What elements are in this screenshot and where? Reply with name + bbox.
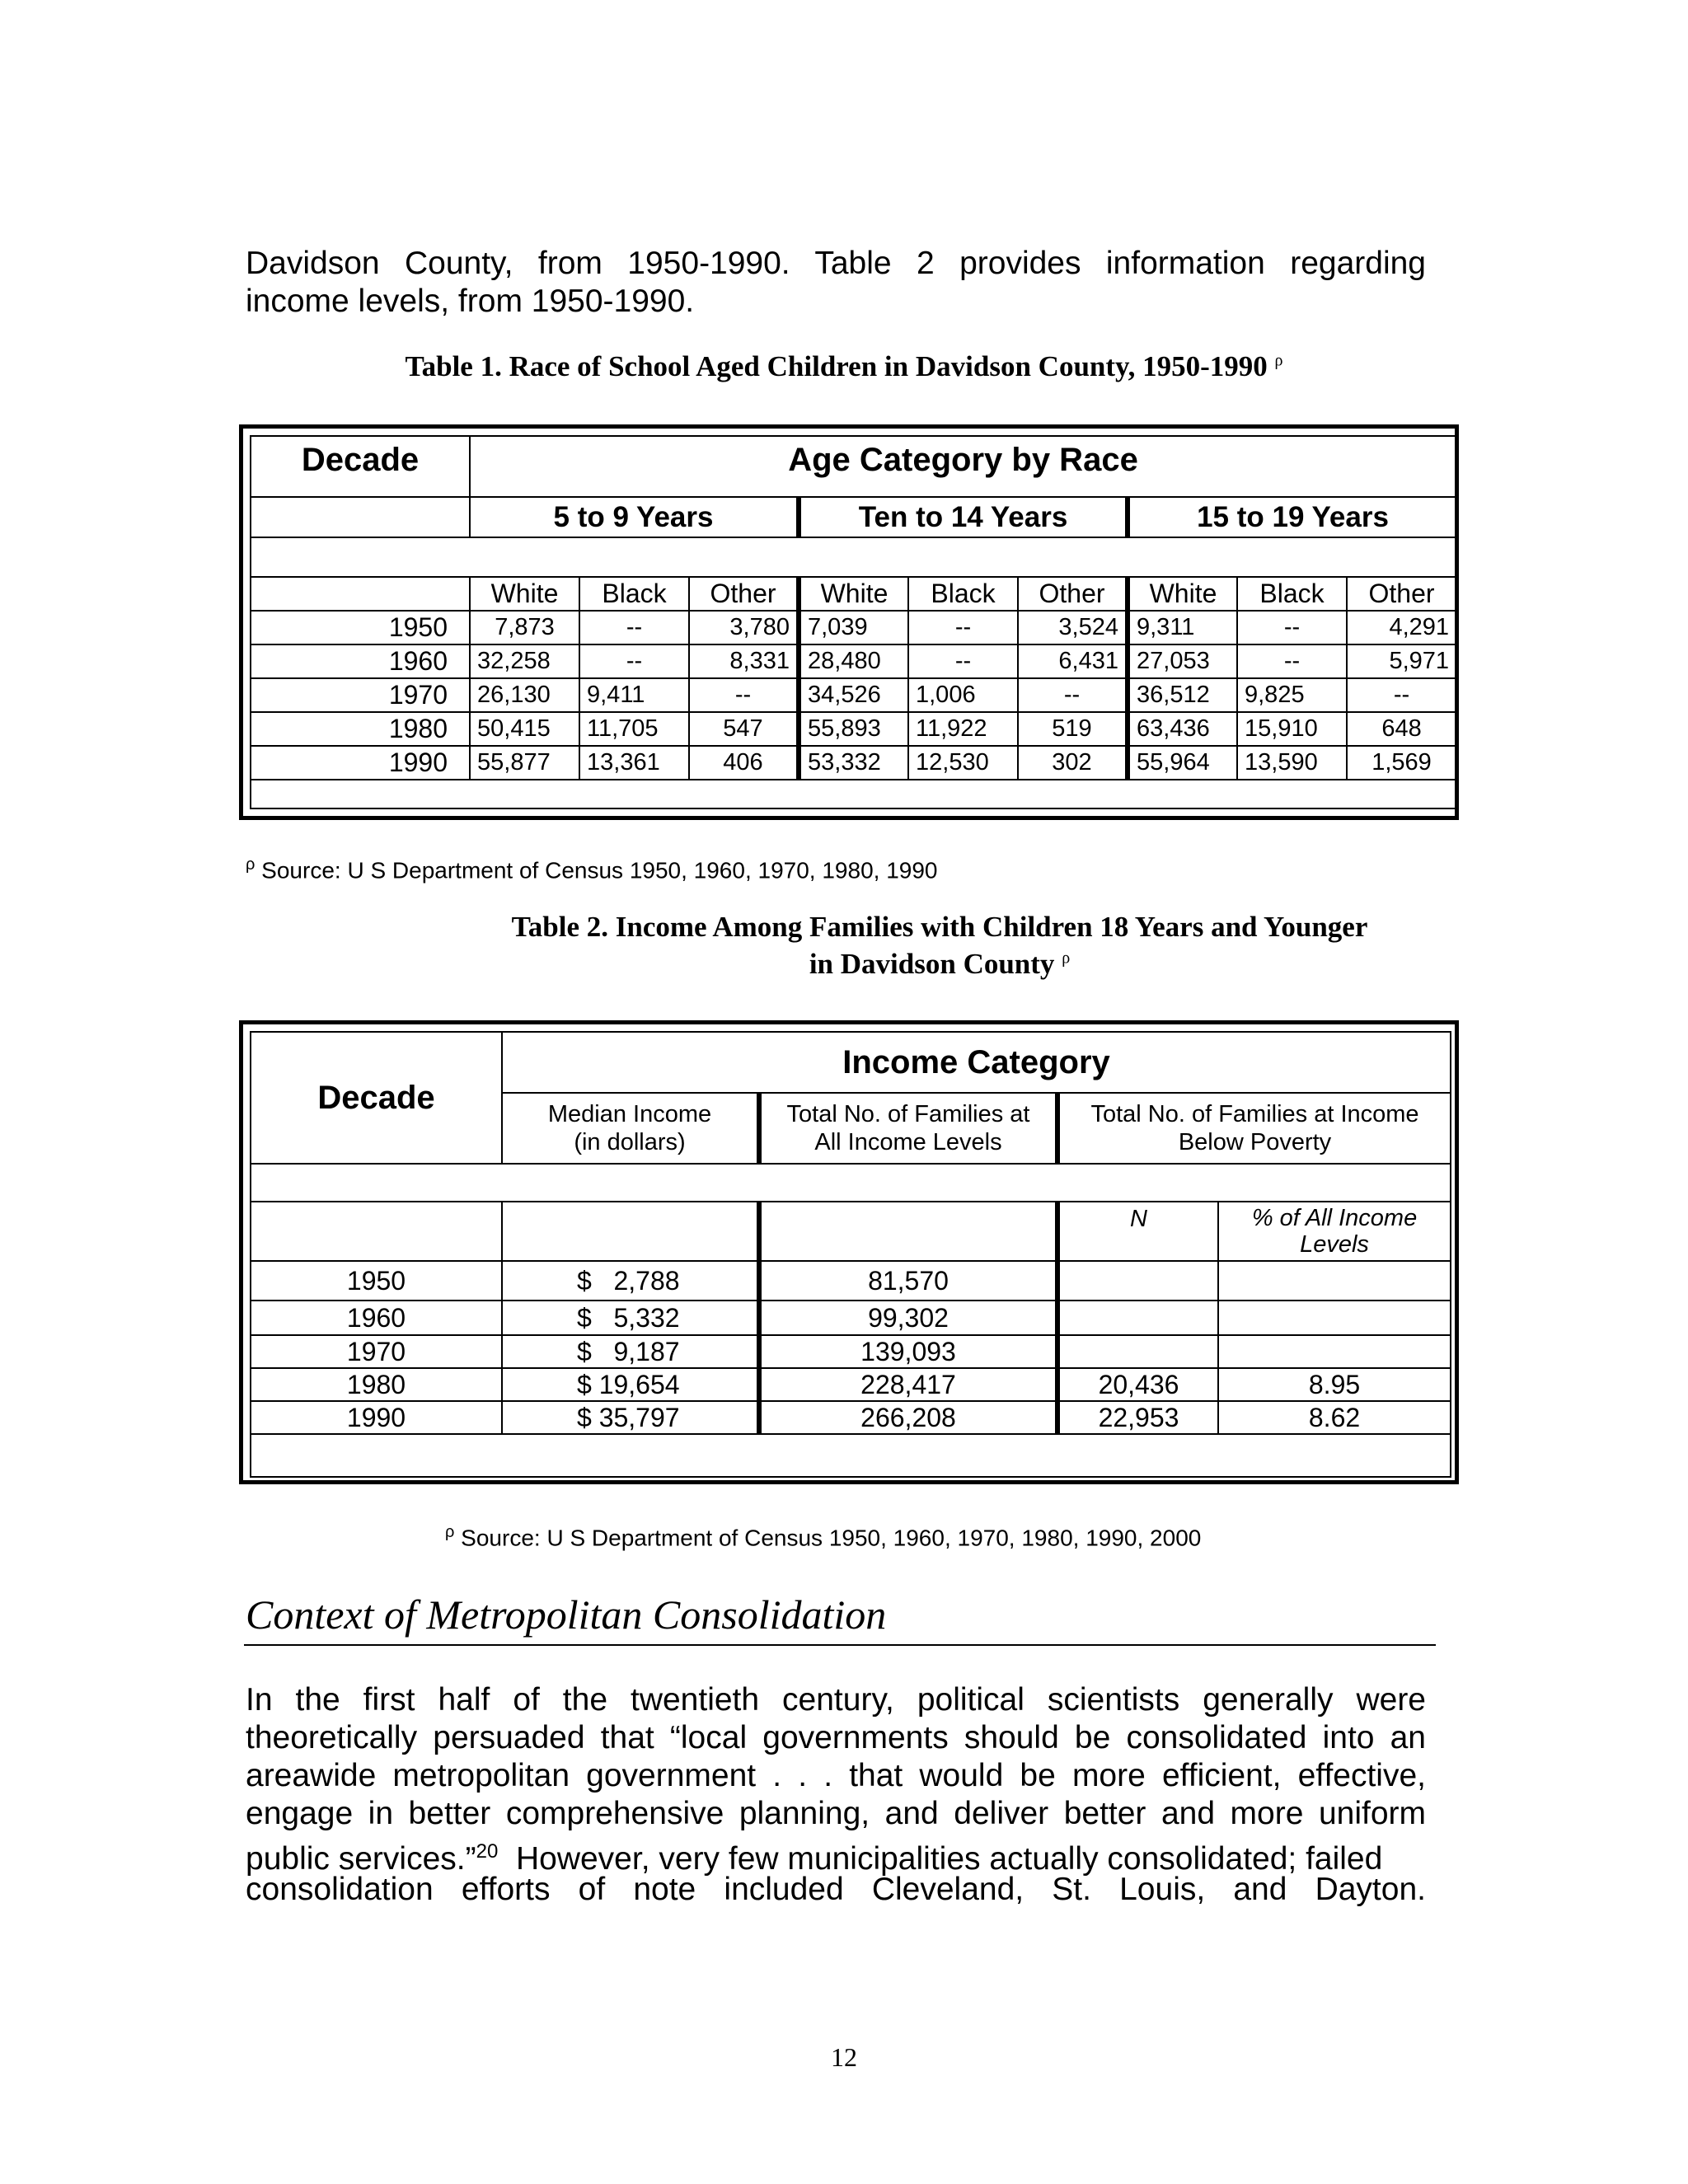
table2-blank-cell xyxy=(759,1202,1057,1261)
table2-median-value: 5,332 xyxy=(613,1302,680,1333)
table1-cell: -- xyxy=(1237,644,1347,678)
table2-source-text: Source: U S Department of Census 1950, 1960, 1970, 1980, 1990, 2000 xyxy=(461,1525,1202,1551)
table2-currency: $ xyxy=(577,1369,592,1399)
intro-line-2: income levels, from 1950-1990. xyxy=(246,284,695,319)
table1-spacer-row xyxy=(251,537,1456,576)
table1-race-label: White xyxy=(799,577,908,611)
para-line: In the first half of the twentieth century, political scientists generally were xyxy=(246,1682,1426,1718)
table1-caption-mark: ρ xyxy=(1274,351,1283,370)
table1-cell: 32,258 xyxy=(470,644,579,678)
table1-cell: -- xyxy=(908,644,1018,678)
table2-decade: 1990 xyxy=(251,1401,502,1434)
table2-n xyxy=(1057,1261,1218,1301)
table2-n: 22,953 xyxy=(1057,1401,1218,1434)
table1-race-label: Other xyxy=(689,577,799,611)
table1-cell: 8,331 xyxy=(689,644,799,678)
table1-decade: 1980 xyxy=(251,712,470,746)
table2-col-median xyxy=(502,1093,759,1164)
table2-col-poverty xyxy=(1057,1093,1451,1164)
table2-sub-n: N xyxy=(1057,1202,1218,1261)
table1-cell: 11,922 xyxy=(908,712,1018,746)
table1-cell: -- xyxy=(689,678,799,712)
para-line: areawide metropolitan government . . . that would be more efficient, effective, xyxy=(246,1758,1426,1793)
table1-cell: 7,873 xyxy=(470,611,579,644)
heading-underline xyxy=(244,1644,1436,1646)
para-line-6: consolidation efforts of note included Cleveland, St. Louis, and Dayton. xyxy=(246,1872,1426,1907)
table1-decade: 1950 xyxy=(251,611,470,644)
table1-cell: 12,530 xyxy=(908,746,1018,780)
table1-blank-cell xyxy=(251,577,470,611)
footnote-ref: 20 xyxy=(476,1840,499,1863)
table1-cell: 34,526 xyxy=(799,678,908,712)
table1-race-label: Other xyxy=(1018,577,1128,611)
table1-cell: 63,436 xyxy=(1128,712,1237,746)
table1-cell: 9,311 xyxy=(1128,611,1237,644)
table1-cell: -- xyxy=(908,611,1018,644)
table1-cell: 9,825 xyxy=(1237,678,1347,712)
table2-col-poverty-l2: Below Poverty xyxy=(1178,1129,1332,1155)
table2-source xyxy=(445,1523,1269,1551)
table2-sub-pct-l2: Levels xyxy=(1300,1231,1369,1258)
table1-race-label: Black xyxy=(1237,577,1347,611)
table1-cell: 1,569 xyxy=(1347,746,1456,780)
table1-cell: 50,415 xyxy=(470,712,579,746)
section-heading: Context of Metropolitan Consolidation xyxy=(246,1591,887,1638)
table1-cell: -- xyxy=(579,611,689,644)
table-row xyxy=(251,644,1456,678)
table-row xyxy=(251,746,1456,780)
table2-pct xyxy=(1218,1261,1451,1301)
table2-total: 266,208 xyxy=(759,1401,1057,1434)
table1-age-group: 15 to 19 Years xyxy=(1128,497,1456,537)
table1-cell: 406 xyxy=(689,746,799,780)
table2-currency: $ xyxy=(577,1402,592,1432)
table1-race-label: Black xyxy=(908,577,1018,611)
table1-cell: 55,964 xyxy=(1128,746,1237,780)
table1-cell: 15,910 xyxy=(1237,712,1347,746)
table2-total: 228,417 xyxy=(759,1368,1057,1401)
table1-cell: 53,332 xyxy=(799,746,908,780)
table1-cell: 28,480 xyxy=(799,644,908,678)
table2-median xyxy=(502,1335,759,1368)
table1-cell: 13,590 xyxy=(1237,746,1347,780)
table2-median-value: 9,187 xyxy=(613,1336,680,1366)
table2-source-mark: ρ xyxy=(445,1523,455,1541)
table2-n xyxy=(1057,1301,1218,1335)
table1-cell: -- xyxy=(1347,678,1456,712)
table1-decade-header: Decade xyxy=(251,436,470,497)
table2-pct: 8.62 xyxy=(1218,1401,1451,1434)
table1-caption-text: Table 1. Race of School Aged Children in Davidson County, 1950-1990 xyxy=(405,350,1268,382)
table1-main-header: Age Category by Race xyxy=(470,436,1456,497)
table2-total: 139,093 xyxy=(759,1335,1057,1368)
table2-col-total-l1: Total No. of Families at xyxy=(786,1101,1030,1127)
table-row xyxy=(251,1301,1451,1335)
table1-cell: 9,411 xyxy=(579,678,689,712)
table1-decade: 1970 xyxy=(251,678,470,712)
table2-col-median-l2: (in dollars) xyxy=(574,1129,686,1155)
table1-race-label: Black xyxy=(579,577,689,611)
table1-race-label: White xyxy=(470,577,579,611)
table2-sub-pct-l1: % of All Income xyxy=(1251,1205,1418,1231)
table2-median xyxy=(502,1401,759,1434)
table1-cell: 6,431 xyxy=(1018,644,1128,678)
table2-median-value: 19,654 xyxy=(598,1369,680,1399)
para-line: theoretically persuaded that “local governments should be consolidated into an xyxy=(246,1720,1426,1755)
table2-col-median-l1: Median Income xyxy=(547,1101,712,1127)
table2-pct xyxy=(1218,1335,1451,1368)
table2-decade: 1980 xyxy=(251,1368,502,1401)
table2-median-value: 2,788 xyxy=(613,1265,680,1296)
table1-cell: 519 xyxy=(1018,712,1128,746)
table1-cell: 5,971 xyxy=(1347,644,1456,678)
table2-col-total xyxy=(759,1093,1057,1164)
table1-cell: 55,877 xyxy=(470,746,579,780)
table2-total: 81,570 xyxy=(759,1261,1057,1301)
table2-decade: 1970 xyxy=(251,1335,502,1368)
table2-total: 99,302 xyxy=(759,1301,1057,1335)
table1-age-group: Ten to 14 Years xyxy=(799,497,1128,537)
table1-cell: -- xyxy=(579,644,689,678)
table1-cell: 36,512 xyxy=(1128,678,1237,712)
table2-currency: $ xyxy=(577,1302,592,1333)
table1-spacer-row xyxy=(251,780,1456,808)
table-row xyxy=(251,678,1456,712)
table1-age-group: 5 to 9 Years xyxy=(470,497,799,537)
table2-main-header: Income Category xyxy=(502,1032,1451,1093)
table2-pct: 8.95 xyxy=(1218,1368,1451,1401)
table2-n: 20,436 xyxy=(1057,1368,1218,1401)
para-line-5b: However, very few municipalities actually consolidated; failed xyxy=(515,1841,1383,1877)
table2-currency: $ xyxy=(577,1336,592,1366)
table1-source-text: Source: U S Department of Census 1950, 1960, 1970, 1980, 1990 xyxy=(261,857,938,883)
table2-decade-header: Decade xyxy=(251,1032,502,1164)
table2 xyxy=(239,1020,1459,1484)
table1-cell: 26,130 xyxy=(470,678,579,712)
table1-cell: 648 xyxy=(1347,712,1456,746)
table2-col-total-l2: All Income Levels xyxy=(814,1129,1002,1155)
table2-spacer-row xyxy=(251,1164,1451,1202)
table1-race-label: White xyxy=(1128,577,1237,611)
table1-race-label: Other xyxy=(1347,577,1456,611)
page-number: 12 xyxy=(831,2042,857,2072)
table1-cell: 4,291 xyxy=(1347,611,1456,644)
table1-decade: 1990 xyxy=(251,746,470,780)
table1-cell: 547 xyxy=(689,712,799,746)
table1-cell: 3,780 xyxy=(689,611,799,644)
table-row xyxy=(251,1368,1451,1401)
table1-caption xyxy=(246,350,1442,383)
table1-source-mark: ρ xyxy=(246,855,256,874)
table2-decade: 1950 xyxy=(251,1261,502,1301)
table2-pct xyxy=(1218,1301,1451,1335)
table1-cell: -- xyxy=(1237,611,1347,644)
table1-cell: 13,361 xyxy=(579,746,689,780)
table1-cell: 302 xyxy=(1018,746,1128,780)
table1-cell: 1,006 xyxy=(908,678,1018,712)
table2-spacer-row xyxy=(251,1434,1451,1477)
table1-cell: -- xyxy=(1018,678,1128,712)
table2-median xyxy=(502,1368,759,1401)
table2-caption-line-1: Table 2. Income Among Families with Children 18 Years and Younger xyxy=(511,911,1368,943)
table1-cell: 7,039 xyxy=(799,611,908,644)
table-row xyxy=(251,1335,1451,1368)
table-row xyxy=(251,1261,1451,1301)
table2-median xyxy=(502,1261,759,1301)
table2-decade: 1960 xyxy=(251,1301,502,1335)
table2-col-poverty-l1: Total No. of Families at Income xyxy=(1090,1101,1419,1127)
table2-blank-cell xyxy=(502,1202,759,1261)
table2-caption-line-2 xyxy=(445,948,1434,981)
table-row xyxy=(251,712,1456,746)
table1-cell: 27,053 xyxy=(1128,644,1237,678)
table2-caption-mark: ρ xyxy=(1062,949,1071,968)
table1-decade: 1960 xyxy=(251,644,470,678)
table1-blank-cell xyxy=(251,497,470,537)
table2-currency: $ xyxy=(577,1265,592,1296)
table-row xyxy=(251,1401,1451,1434)
table2-median-value: 35,797 xyxy=(598,1402,680,1432)
table1-cell: 3,524 xyxy=(1018,611,1128,644)
table1-cell: 55,893 xyxy=(799,712,908,746)
table2-sub-pct xyxy=(1218,1202,1451,1261)
table1-source xyxy=(246,855,1424,883)
intro-line-1: Davidson County, from 1950-1990. Table 2 provides information regarding xyxy=(246,246,1426,281)
table2-median xyxy=(502,1301,759,1335)
table1 xyxy=(239,424,1459,820)
table2-blank-cell xyxy=(251,1202,502,1261)
para-line: engage in better comprehensive planning, and deliver better and more uniform xyxy=(246,1796,1426,1831)
table1-cell: 11,705 xyxy=(579,712,689,746)
table2-n xyxy=(1057,1335,1218,1368)
para-line-5a: public services.” xyxy=(246,1841,476,1877)
table2-caption-text: in Davidson County xyxy=(809,948,1055,980)
table-row xyxy=(251,611,1456,644)
